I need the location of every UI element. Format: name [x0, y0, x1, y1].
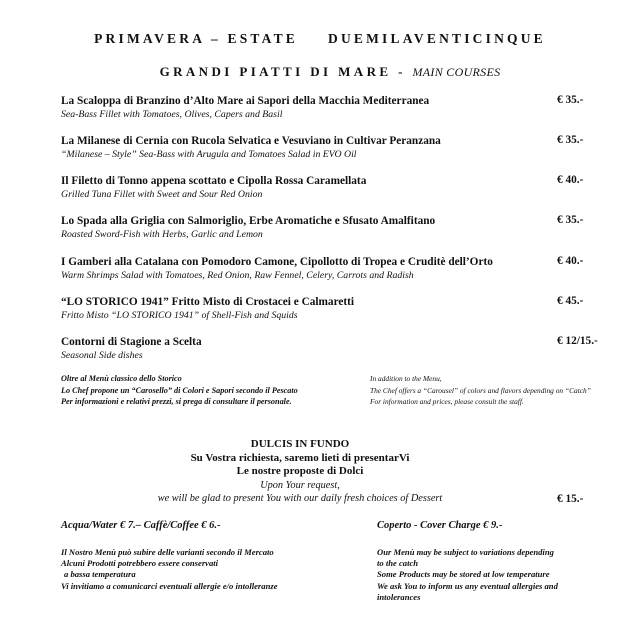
- note-line: For information and prices, please consult the staff.: [370, 397, 524, 406]
- dish-name-en: Seasonal Side dishes: [61, 350, 143, 361]
- footer-line: intolerances: [377, 591, 421, 602]
- section-title-en: MAIN COURSES: [412, 65, 501, 79]
- footer-line: Alcuni Prodotti potrebbero essere conservati: [61, 558, 219, 569]
- chef-note-en: [370, 373, 630, 408]
- dish-item: [61, 214, 601, 241]
- section-title: [0, 64, 640, 80]
- beverage-prices: Acqua/Water € 7.– Caffè/Coffee € 6.-: [61, 520, 221, 531]
- dish-name-it: “LO STORICO 1941” Fritto Misto di Crostacei e Calmaretti: [61, 296, 355, 308]
- dessert-section: [130, 438, 470, 506]
- note-line: Lo Chef propone un “Carosello” di Colori e Sapori secondo il Pescato: [61, 385, 298, 395]
- dish-name-en: Warm Shrimps Salad with Tomatoes, Red Onion, Raw Fennel, Celery, Carrots and Radish: [61, 270, 414, 281]
- footer-line: Vi invitiamo a comunicarci eventuali allergie e/o intolleranze: [61, 580, 278, 591]
- dish-price: € 35.-: [557, 94, 584, 106]
- footer-line: a bassa temperatura: [64, 569, 136, 580]
- dessert-price: € 15.-: [557, 493, 584, 505]
- dish-name-en: Sea-Bass Fillet with Tomatoes, Olives, Capers and Basil: [61, 109, 283, 120]
- dish-name-en: “Milanese – Style” Sea-Bass with Arugula and Tomatoes Salad in EVO Oil: [61, 149, 357, 160]
- dish-name-it: Contorni di Stagione a Scelta: [61, 336, 202, 348]
- dessert-line-it: Su Vostra richiesta, saremo lieti di presentarVi: [190, 451, 410, 464]
- dessert-line-it: Le nostre proposte di Dolci: [236, 465, 364, 477]
- dish-name-en: Fritto Misto “LO STORICO 1941” of Shell-Fish and Squids: [61, 310, 298, 321]
- dish-name-it: La Scaloppa di Branzino d’Alto Mare ai Sapori della Macchia Mediterranea: [61, 95, 430, 107]
- dish-name-en: Roasted Sword-Fish with Herbs, Garlic and Lemon: [61, 229, 263, 240]
- dish-item: [61, 255, 601, 282]
- dessert-line-en: Upon Your request,: [260, 479, 340, 491]
- footer-note-en: [377, 547, 622, 603]
- dish-price: € 35.-: [557, 134, 584, 146]
- dish-price: € 45.-: [557, 295, 584, 307]
- footer-line: to the catch: [377, 558, 419, 569]
- footer-line: Il Nostro Menù può subire delle varianti secondo il Mercato: [61, 547, 274, 557]
- dish-name-it: Lo Spada alla Griglia con Salmoriglio, Erbe Aromatiche e Sfusato Amalfitano: [61, 215, 436, 227]
- dish-price: € 40.-: [557, 174, 584, 186]
- dish-item: [61, 134, 601, 161]
- note-line: The Chef offers a “Carousel” of colors and flavors depending on “Catch”: [370, 385, 591, 395]
- dish-name-en: Grilled Tuna Fillet with Sweet and Sour Red Onion: [61, 189, 263, 200]
- dish-name-it: Il Filetto di Tonno appena scottato e Cipolla Rossa Caramellata: [61, 175, 367, 187]
- section-title-it: GRANDI PIATTI DI MARE -: [159, 64, 406, 79]
- footer-line: We ask You to inform us any eventual allergies and: [377, 580, 558, 591]
- dessert-title: DULCIS IN FUNDO: [250, 438, 350, 450]
- note-line: Per informazioni e relativi prezzi, si prega di consultare il personale.: [61, 397, 292, 406]
- dish-name-it: La Milanese di Cernia con Rucola Selvatica e Vesuviano in Cultivar Peranzana: [61, 135, 441, 147]
- dish-item: [61, 94, 601, 121]
- season-label: PRIMAVERA – ESTATE: [94, 31, 298, 46]
- dish-item: [61, 335, 601, 362]
- dish-name-it: I Gamberi alla Catalana con Pomodoro Camone, Cipollotto di Tropea e Cruditè dell’Orto: [61, 256, 493, 268]
- dish-item: [61, 295, 601, 322]
- chef-note-it: [61, 373, 361, 408]
- note-line: Oltre al Menù classico dello Storico: [61, 374, 182, 383]
- footer-note-it: [61, 547, 351, 592]
- menu-season-title: [0, 31, 640, 47]
- dish-price: € 40.-: [557, 255, 584, 267]
- dish-item: [61, 174, 601, 201]
- dessert-line-en: we will be glad to present You with our daily fresh choices of Dessert: [157, 493, 443, 504]
- year-label: DUEMILAVENTICINQUE: [328, 31, 546, 46]
- cover-charge: Coperto - Cover Charge € 9.-: [377, 520, 503, 531]
- dish-price: € 12/15.-: [557, 335, 598, 347]
- note-line: In addition to the Menu,: [370, 374, 442, 383]
- footer-line: Our Menù may be subject to variations depending: [377, 547, 554, 557]
- dish-price: € 35.-: [557, 214, 584, 226]
- footer-line: Some Products may be stored at low temperature: [377, 569, 550, 580]
